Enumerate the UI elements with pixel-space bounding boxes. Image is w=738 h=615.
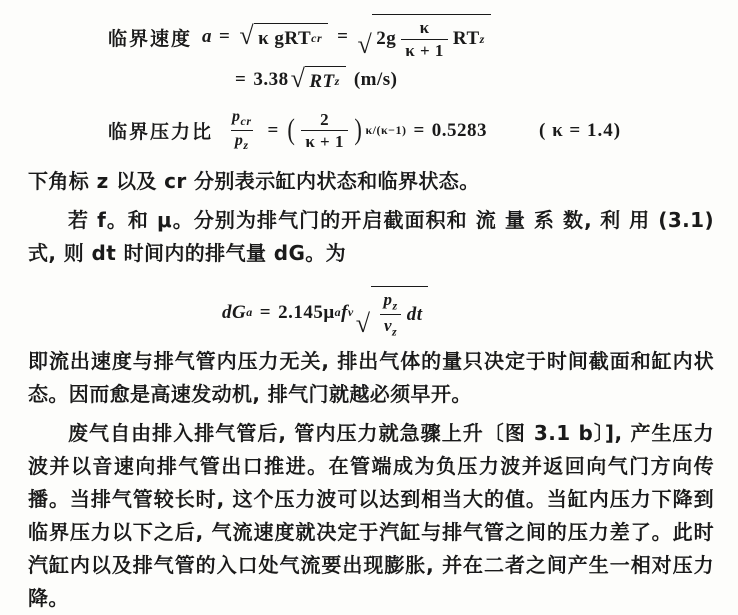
paragraph-subscript-note: 下角标 z 以及 cr 分别表示缸内状态和临界状态。: [28, 169, 480, 194]
result-value: 0.5283: [431, 119, 488, 141]
vz-sub: z: [392, 324, 398, 339]
mu-sub: a: [334, 305, 342, 320]
fraction-kappa-den: κ + 1: [401, 39, 448, 61]
radical-4-body: [371, 286, 429, 339]
equation-critical-velocity-value: [0, 60, 738, 94]
paren-open: (: [287, 113, 296, 147]
fraction-2-kappa1: [301, 110, 348, 152]
condition-kappa: ( κ = 1.4): [539, 119, 622, 141]
equation-critical-pressure-ratio: [0, 94, 738, 153]
radical-1-body: [254, 23, 328, 51]
radical-2-tail-sub: z: [479, 31, 485, 46]
paragraph-exhaust-pressure-wave: 废气自由排入排气管后, 管内压力就急骤上升〔图 3.1 b〕], 产生压力波并以音速向排气管出口推进。在管端成为负压力波并返回向气门方向传播。当排气管较长时, 这个压力波可以达到相当大的值。当缸内压力下降到临界压力以下之后, 气流速度就决定于汽缸与排气管之间的压力差了。此时汽缸内以及排气管的入口处气流要出现膨胀, 并在二者之间产生一相对压力降。: [28, 421, 714, 611]
exponent-kappa: κ/(κ−1): [365, 123, 407, 138]
dGa-sub: a: [246, 305, 253, 320]
radical-2: [357, 14, 490, 60]
radical-2-tail: RT: [452, 28, 480, 50]
fraction-pz-vz: [380, 290, 402, 339]
equals-sign-2: =: [337, 26, 349, 48]
equals-sign-5: =: [413, 119, 425, 141]
radical-1-expr: κ gRT: [258, 27, 312, 49]
radical-4: [356, 286, 429, 339]
radical-3-body: [305, 66, 345, 94]
unit-ms: (m/s): [353, 69, 398, 91]
radical-3-sub: z: [334, 74, 340, 89]
radical-sign-icon: √: [239, 21, 255, 51]
paragraph-flow-area: 若 f。和 μ。分别为排气门的开启截面积和 流 量 系 数, 利 用 (3.1) 式, 则 dt 时间内的排气量 dG。为: [28, 208, 714, 266]
fraction-pcr-pz: [228, 108, 256, 153]
p-symbol-2: p: [234, 132, 244, 150]
dt-term: dt: [406, 303, 423, 325]
fraction-vz-den: [380, 314, 401, 339]
radical-sign-icon-2: √: [357, 30, 373, 60]
fraction-2-num: 2: [320, 109, 330, 129]
vz-symbol: v: [384, 316, 393, 336]
pz-symbol: p: [383, 290, 393, 310]
equals-sign-3: =: [235, 69, 247, 91]
fraction-pz-num: [380, 290, 402, 314]
fraction-pcr-den: [231, 130, 253, 153]
radical-2-body: [372, 14, 491, 60]
f-sub: v: [347, 305, 354, 320]
radical-2-lead: 2g: [376, 28, 397, 50]
coefficient-mu: 2.145μ: [278, 301, 335, 323]
radical-1: [239, 23, 328, 51]
equation-critical-velocity: [0, 0, 738, 60]
equation-label-critical-velocity: 临界速度: [108, 28, 193, 50]
paren-close: ): [354, 113, 363, 147]
f-symbol: f: [341, 301, 348, 323]
equation-mass-flow: [0, 270, 738, 339]
p-sub-cr: cr: [240, 114, 252, 129]
paragraph-flow-velocity: 即流出速度与排气管内压力无关, 排出气体的量只决定于时间截面和缸内状态。因而愈是高速发动机, 排气门就越必须早开。: [28, 349, 714, 407]
equation-label-critical-pressure-ratio: 临界压力比: [108, 122, 214, 144]
radical-3: [291, 66, 346, 94]
fraction-2-den: κ + 1: [301, 130, 348, 152]
radical-1-sub: cr: [311, 31, 323, 46]
dGa-symbol: dG: [222, 301, 247, 323]
equals-sign: =: [219, 26, 231, 48]
fraction-pcr-num: [228, 108, 256, 130]
fraction-kappa: [401, 18, 448, 60]
equals-sign-6: =: [259, 301, 272, 323]
fraction-kappa-num: κ: [419, 18, 430, 37]
p-symbol: p: [232, 108, 241, 126]
symbol-a: a: [202, 26, 213, 48]
p-sub-z: z: [243, 138, 249, 153]
radical-sign-icon-4: √: [355, 309, 371, 339]
value-338: 3.38: [253, 69, 289, 91]
radical-sign-icon-3: √: [290, 64, 306, 94]
radical-3-expr: RT: [309, 70, 335, 92]
equals-sign-4: =: [267, 119, 279, 141]
pz-sub: z: [392, 298, 398, 313]
